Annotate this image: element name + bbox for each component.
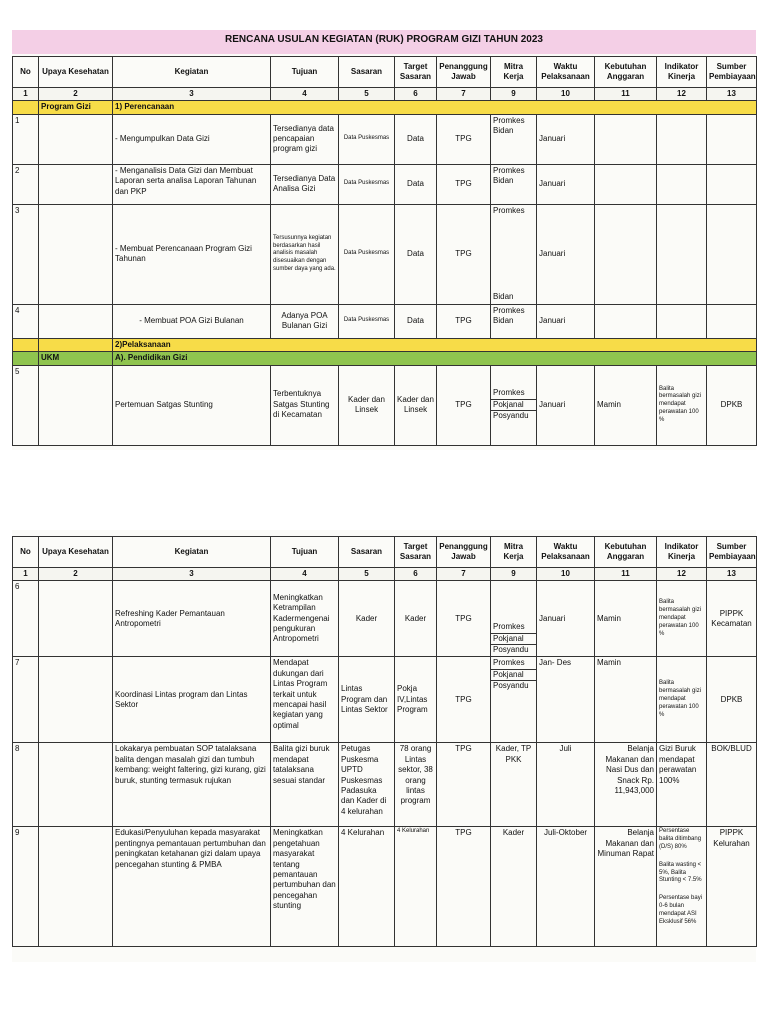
row-no: 2 <box>13 164 39 204</box>
column-number: 11 <box>595 568 657 581</box>
row-target: Kader dan Linsek <box>395 365 437 445</box>
row-tujuan: Terbentuknya Satgas Stunting di Kecamatan <box>271 365 339 445</box>
page-two <box>12 530 756 962</box>
row-pj: TPG <box>437 657 491 743</box>
table-row <box>13 164 757 204</box>
column-number-row <box>13 88 757 101</box>
row-target: Kader <box>395 581 437 657</box>
mitra-item: Promkes <box>493 388 525 398</box>
column-number: 1 <box>13 568 39 581</box>
header-cell: Indikator Kinerja <box>657 537 707 568</box>
row-indikator: Balita bermasalah gizi mendapat perawatan 100 % <box>657 581 707 657</box>
row-kegiatan: - Menganalisis Data Gizi dan Membuat Laporan serta analisa Laporan Tahunan dan PKP <box>113 164 271 204</box>
mitra-top: Promkes <box>493 205 525 215</box>
row-no: 7 <box>13 657 39 743</box>
row-target: Pokja IV,Lintas Program <box>395 657 437 743</box>
mitra-item: Pokjanal <box>491 399 536 410</box>
column-number: 13 <box>707 568 757 581</box>
row-kegiatan: - Membuat POA Gizi Bulanan <box>113 304 271 338</box>
row-tujuan: Tersedianya Data Analisa Gizi <box>271 164 339 204</box>
row-waktu: Jan- Des <box>537 657 595 743</box>
row-kegiatan: Koordinasi Lintas program dan Lintas Sektor <box>113 657 271 743</box>
row-waktu: Januari <box>537 365 595 445</box>
row-kegiatan: - Membuat Perencanaan Program Gizi Tahunan <box>113 204 271 304</box>
row-no: 3 <box>13 204 39 304</box>
indikator-item: Balita wasting < 5%, Balita Stunting < 7.5% <box>659 861 702 884</box>
header-cell: Penanggung Jawab <box>437 57 491 88</box>
row-indikator: Gizi Buruk mendapat perawatan 100% <box>657 743 707 827</box>
header-cell: Mitra Kerja <box>491 537 537 568</box>
row-sasaran: Kader <box>339 581 395 657</box>
ruk-table-1 <box>12 56 757 446</box>
row-sumber: DPKB <box>707 365 757 445</box>
row-kegiatan: - Mengumpulkan Data Gizi <box>113 114 271 164</box>
row-no: 5 <box>13 365 39 445</box>
column-number: 4 <box>271 88 339 101</box>
row-no: 8 <box>13 743 39 827</box>
table-row <box>13 827 757 947</box>
column-number: 5 <box>339 88 395 101</box>
row-waktu: Januari <box>537 204 595 304</box>
column-number: 3 <box>113 88 271 101</box>
indikator-item: Persentase balita ditimbang (D/S) 80% <box>659 828 702 850</box>
mitra-item: Pokjanal <box>491 669 536 680</box>
column-number: 5 <box>339 568 395 581</box>
table-row <box>13 743 757 827</box>
header-cell: Waktu Pelaksanaan <box>537 57 595 88</box>
header-cell: Indikator Kinerja <box>657 57 707 88</box>
header-row <box>13 57 757 88</box>
header-cell: Kebutuhan Anggaran <box>595 537 657 568</box>
mitra-item: Posyandu <box>491 410 536 421</box>
column-number: 13 <box>707 88 757 101</box>
header-cell: Kebutuhan Anggaran <box>595 57 657 88</box>
row-mitra: Kader, TP PKK <box>491 743 537 827</box>
row-anggaran: Mamin <box>595 581 657 657</box>
column-number: 12 <box>657 88 707 101</box>
header-cell: Mitra Kerja <box>491 57 537 88</box>
row-mitra: Promkes Bidan <box>491 114 537 164</box>
table-row <box>13 365 757 445</box>
row-pj: TPG <box>437 204 491 304</box>
row-mitra: Promkes Bidan <box>491 304 537 338</box>
header-cell: Tujuan <box>271 57 339 88</box>
row-mitra: Kader <box>491 827 537 947</box>
row-mitra <box>491 657 537 743</box>
row-pj: TPG <box>437 114 491 164</box>
column-number: 12 <box>657 568 707 581</box>
row-anggaran: Belanja Makanan dan Nasi Dus dan Snack Rp. 11,943,000 <box>595 743 657 827</box>
section-upaya: Program Gizi <box>39 101 113 114</box>
row-sumber: PIPPK Kelurahan <box>707 827 757 947</box>
row-indikator <box>657 827 707 947</box>
row-sasaran: Petugas Puskesma UPTD Puskesmas Padasuka dan Kader di 4 kelurahan <box>339 743 395 827</box>
header-cell: Tujuan <box>271 537 339 568</box>
row-waktu: Januari <box>537 164 595 204</box>
section-label: 1) Perencanaan <box>113 101 757 114</box>
row-indikator: Balita bermasalah gizi mendapat perawatan 100 % <box>657 365 707 445</box>
row-target: Data <box>395 164 437 204</box>
column-number: 7 <box>437 568 491 581</box>
column-number: 10 <box>537 568 595 581</box>
row-sasaran: Lintas Program dan Lintas Sektor <box>339 657 395 743</box>
row-no: 6 <box>13 581 39 657</box>
table-row <box>13 204 757 304</box>
column-number: 1 <box>13 88 39 101</box>
column-number: 4 <box>271 568 339 581</box>
row-no: 4 <box>13 304 39 338</box>
header-cell: Sasaran <box>339 57 395 88</box>
row-tujuan: Meningkatkan pengetahuan masyarakat tentang pemantauan pertumbuhan dan pencegahan stunting <box>271 827 339 947</box>
header-cell: Upaya Kesehatan <box>39 537 113 568</box>
mitra-item: Promkes <box>493 622 525 632</box>
header-cell: No <box>13 57 39 88</box>
ruk-table-2 <box>12 536 757 947</box>
row-mitra: Promkes Bidan <box>491 164 537 204</box>
row-sumber: DPKB <box>707 657 757 743</box>
column-number-row <box>13 568 757 581</box>
row-sasaran: 4 Kelurahan <box>339 827 395 947</box>
row-waktu: Januari <box>537 304 595 338</box>
page-one <box>12 30 756 450</box>
row-tujuan: Meningkatkan Ketrampilan Kadermengenai pengukuran Antropometri <box>271 581 339 657</box>
row-target: 78 orang Lintas sektor, 38 orang lintas program <box>395 743 437 827</box>
row-pj: TPG <box>437 827 491 947</box>
row-sasaran: Data Puskesmas <box>339 164 395 204</box>
row-pj: TPG <box>437 304 491 338</box>
header-cell: Target Sasaran <box>395 537 437 568</box>
column-number: 7 <box>437 88 491 101</box>
row-pj: TPG <box>437 581 491 657</box>
mitra-item: Posyandu <box>491 644 536 655</box>
header-cell: Waktu Pelaksanaan <box>537 537 595 568</box>
column-number: 2 <box>39 568 113 581</box>
section-row-perencanaan <box>13 101 757 114</box>
header-cell: Kegiatan <box>113 537 271 568</box>
header-cell: Upaya Kesehatan <box>39 57 113 88</box>
header-cell: Sasaran <box>339 537 395 568</box>
row-tujuan: Tersusunnya kegiatan berdasarkan hasil analisis masalah disesuaikan dengan sumber daya yang ada. <box>271 204 339 304</box>
section-label: 2)Pelaksanaan <box>113 338 757 351</box>
row-pj: TPG <box>437 743 491 827</box>
row-target: Data <box>395 204 437 304</box>
indikator-item: Persentase bayi 0-6 bulan mendapat ASI Eksklusif 56% <box>659 895 703 925</box>
section-row-pelaksanaan <box>13 338 757 351</box>
table-row <box>13 581 757 657</box>
column-number: 6 <box>395 88 437 101</box>
row-mitra <box>491 365 537 445</box>
header-cell: Kegiatan <box>113 57 271 88</box>
row-sasaran: Data Puskesmas <box>339 304 395 338</box>
header-cell: No <box>13 537 39 568</box>
row-sasaran: Kader dan Linsek <box>339 365 395 445</box>
row-waktu: Januari <box>537 581 595 657</box>
header-cell: Sumber Pembiayaan <box>707 537 757 568</box>
row-sasaran: Data Puskesmas <box>339 114 395 164</box>
mitra-item: Pokjanal <box>491 633 536 644</box>
row-tujuan: Adanya POA Bulanan Gizi <box>271 304 339 338</box>
row-anggaran: Mamin <box>595 657 657 743</box>
row-kegiatan: Edukasi/Penyuluhan kepada masyarakat pentingnya pemantauan pertumbuhan dan peningkatan ketahanan gizi dalam upaya pencegahan stunting & PMBA <box>113 827 271 947</box>
row-pj: TPG <box>437 365 491 445</box>
row-target: Data <box>395 114 437 164</box>
column-number: 10 <box>537 88 595 101</box>
row-no: 9 <box>13 827 39 947</box>
row-mitra <box>491 204 537 304</box>
table-row <box>13 657 757 743</box>
column-number: 2 <box>39 88 113 101</box>
row-pj: TPG <box>437 164 491 204</box>
row-sumber: BOK/BLUD <box>707 743 757 827</box>
row-tujuan: Balita gizi buruk mendapat tatalaksana sesuai standar <box>271 743 339 827</box>
row-kegiatan: Pertemuan Satgas Stunting <box>113 365 271 445</box>
row-sasaran: Data Puskesmas <box>339 204 395 304</box>
row-tujuan: Tersedianya data pencapaian program gizi <box>271 114 339 164</box>
header-cell: Penanggung Jawab <box>437 537 491 568</box>
row-mitra <box>491 581 537 657</box>
row-anggaran: Belanja Makanan dan Minuman Rapat <box>595 827 657 947</box>
mitra-item: Posyandu <box>491 680 536 691</box>
section-upaya: UKM <box>39 352 113 365</box>
section-label: A). Pendidikan Gizi <box>113 352 757 365</box>
row-anggaran: Mamin <box>595 365 657 445</box>
header-row <box>13 537 757 568</box>
document-title: RENCANA USULAN KEGIATAN (RUK) PROGRAM GIZI TAHUN 2023 <box>12 30 756 54</box>
column-number: 9 <box>491 88 537 101</box>
row-target: 4 Kelurahan <box>395 827 437 947</box>
header-cell: Target Sasaran <box>395 57 437 88</box>
section-row-pendidikan-gizi <box>13 352 757 365</box>
header-cell: Sumber Pembiayaan <box>707 57 757 88</box>
row-indikator: Balita bermasalah gizi mendapat perawatan 100 % <box>657 657 707 743</box>
table-row <box>13 304 757 338</box>
row-kegiatan: Refreshing Kader Pemantauan Antropometri <box>113 581 271 657</box>
row-target: Data <box>395 304 437 338</box>
mitra-item: Promkes <box>493 658 525 668</box>
row-kegiatan: Lokakarya pembuatan SOP tatalaksana balita dengan masalah gizi dan tumbuh kembang: weight faltering, gizi kurang, gizi buruk, stunting termasuk rujukan <box>113 743 271 827</box>
table-row <box>13 114 757 164</box>
column-number: 9 <box>491 568 537 581</box>
row-tujuan: Mendapat dukungan dari Lintas Program terkait untuk mencapai hasil kegiatan yang optimal <box>271 657 339 743</box>
row-sumber: PIPPK Kecamatan <box>707 581 757 657</box>
column-number: 11 <box>595 88 657 101</box>
column-number: 6 <box>395 568 437 581</box>
row-waktu: Juli <box>537 743 595 827</box>
column-number: 3 <box>113 568 271 581</box>
row-waktu: Januari <box>537 114 595 164</box>
row-no: 1 <box>13 114 39 164</box>
row-waktu: Juli-Oktober <box>537 827 595 947</box>
mitra-bottom: Bidan <box>493 292 514 302</box>
